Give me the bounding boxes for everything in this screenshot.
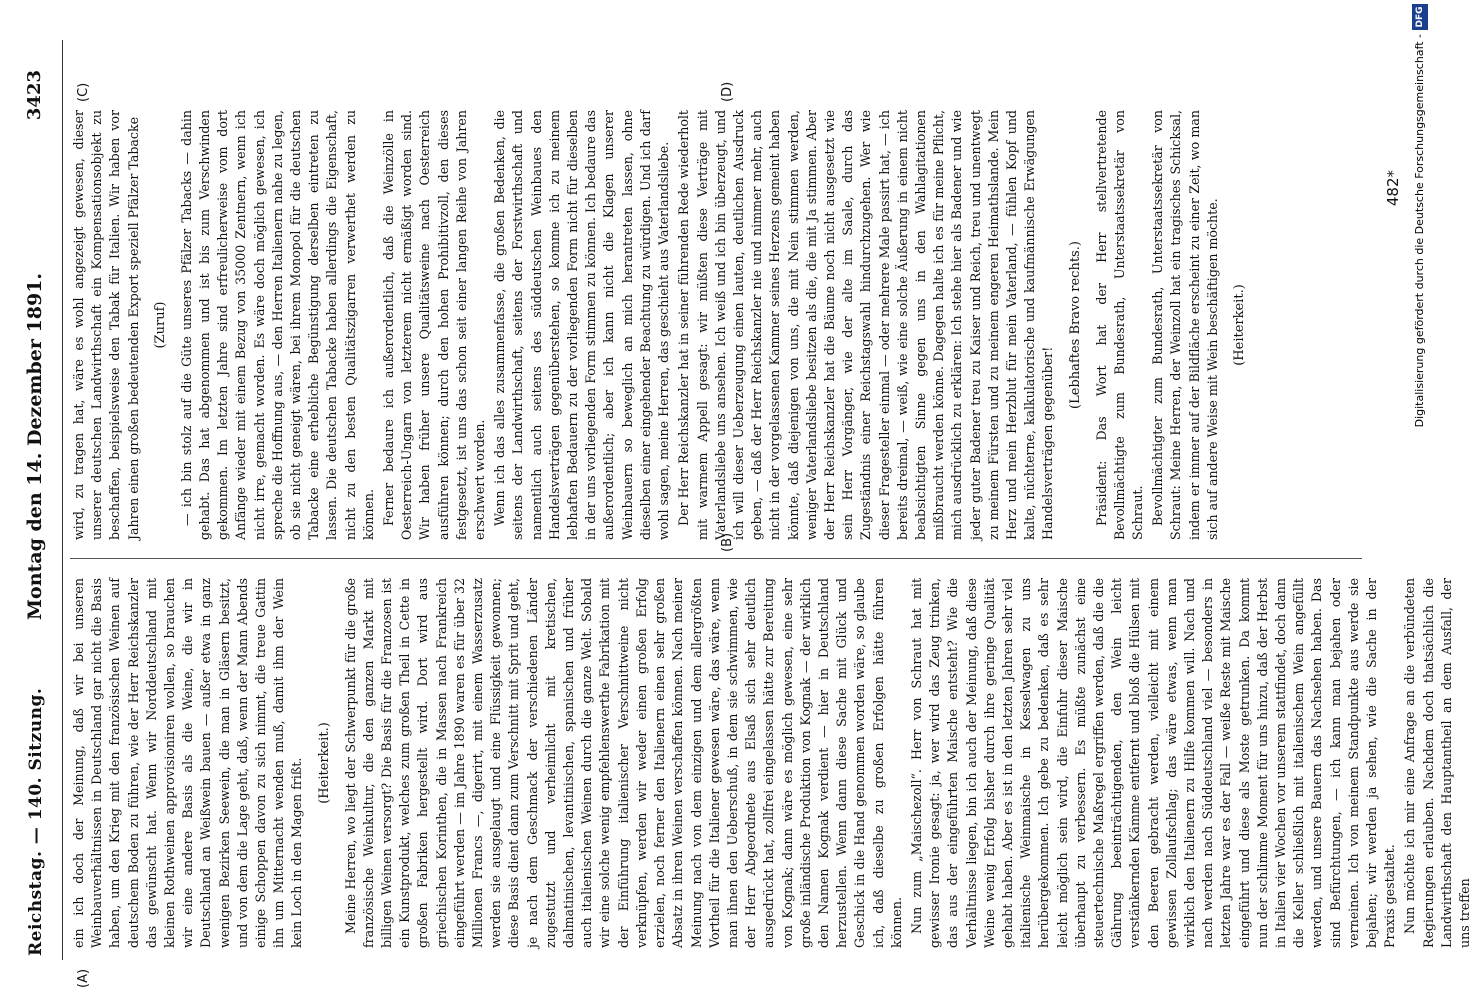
paragraph: wird, zu tragen hat, wäre es wohl angezeigt gewesen, dieser unserer deutschen Landwirthschaft ein Kompensationsobjekt zu beschaffen, beispielsweise den Tabak für Italien. Wir haben vor Jahren einen großen bedeutenden Export speziell Pfälzer Tabacke	[71, 110, 141, 540]
paragraph: Nun möchte ich mir eine Anfrage an die verbündeten Regierungen erlauben. Nachdem doch thatsächlich die Landwirthschaft den Hauptantheil an dem Ausfall, der uns treffen	[1402, 578, 1473, 948]
column-divider	[70, 558, 1362, 559]
margin-marker-c: (C)	[76, 82, 91, 102]
paragraph: ein ich doch der Meinung, daß wir bei unseren Weinbauverhältnissen in Deutschland gar nicht die Basis haben, um den Krieg mit den französischen Weinen auf deutschem Boden zu führen, wie der Herr Reichskanzler das gewünscht hat. Wenn wir Norddeutschland mit kleinen Rothweinen approvisioniren wollen, so brauchen wir eine andere Basis als die Weine, die wir in Deutschland an Weißwein bauen — außer etwa in ganz wenigen Bezirken Seewein, die man in Gläsern besitzt, und von dem die Lage geht, daß, wenn der Mann Abends einige Schoppen davon zu sich nimmt, die treue Gattin ihn um Mitternacht wenden muß, damit ihm der Wein kein Loch in den Magen frißt.	[71, 578, 305, 948]
sheet-signature: 482*	[1384, 170, 1402, 207]
interjection: (Lebhaftes Bravo rechts.)	[1067, 241, 1083, 409]
header-date: Montag den 14. Dezember 1891.	[24, 272, 46, 620]
paragraph: Der Herr Reichskanzler hat in seiner führenden Rede wiederholt mit warmem Appell gesagt: wir müßten diese Verträge mit Vaterlandsliebe uns ansehen. Ich weiß und ich bin überzeugt, und ich will dieser Ueberzeugung einen lauten, deutlichen Ausdruck geben, — daß der Herr Reichskanzler nie und nimmer mehr, auch nicht in der vorgelassenen Kammer seines Herzens gemeint haben könnte, daß diejenigen von uns, die mit Nein stimmen werden, weniger Vaterlandsliebe besitzen als die, die mit Ja stimmen. Aber der Herr Reichskanzler hat die Bäume noch nicht ausgesetzt wie sein Herr Vorgänger, wie der alte im Saale, durch das Zugeständnis einer Reichstagswahl hindurchzugehen. Wer wie dieser Fragesteller einmal — oder mehrere Male passirt hat, — ich bereits dreimal, — weiß, wie eine solche Äußerung in einem nicht beabsichtigten Sinne gegen uns in den Wahlagitationen mißbraucht werden könne. Dagegen halte ich es für meine Pflicht, mich ausdrücklich zu erklären: Ich stehe hier als Badener und wie jeder guter Badener treu zu Kaiser und Reich, treu und unentwegt zu meinem Fürsten und zu meinem engeren Heimathslande. Mein Herz und mein Herzblut für mein Vaterland, — fühlen Kopf und kalte, nüchterne, kalkulatorische und kaufmännische Erwägungen Handelsverträgen gegenüber!	[676, 110, 1056, 540]
paragraph: Wenn ich das alles zusammenfasse, die großen Bedenken, die seitens der Landwirthschaft, seitens der Forstwirthschaft und namentlich auch seitens des süddeutschen Weinbaues den Handelsverträgen gegenüberstehen, so komme ich zu meinem lebhaften Bedauern zu der vorliegenden Form nicht für dieselben in der uns vorliegenden Form stimmen zu können. Ich bedaure das außerordentlich; aber ich kann nicht die Klagen unserer Weinbauern so beweglich an mich herantreten lassen, ohne dieselben einer eingehender Beachtung zu würdigen. Und ich darf wohl sagen, meine Herren, das geschieht aus Vaterlandsliebe.	[492, 110, 672, 540]
speaker-paragraph: Präsident: Das Wort hat der Herr stellvertretende Bevollmächtigte zum Bundesrath, Unterstaatssekretär von Schraut.	[1093, 110, 1145, 540]
paragraph: Ferner bedaure ich außerordentlich, daß die Weinzölle in Oesterreich-Ungarn von letzterem nicht ermäßigt worden sind. Wir haben früher unsere Qualitätsweine nach Oesterreich ausführen können; durch den hohen Prohibitivzoll, den dieses festgesetzt, ist uns das schon seit einer langen Reihe von Jahren erschwert worden.	[381, 110, 488, 540]
margin-marker-b: (B)	[720, 532, 735, 552]
interjection: (Heiterkeit.)	[1231, 284, 1247, 366]
interjection: (Heiterkeit.)	[316, 722, 332, 804]
margin-marker-a: (A)	[76, 968, 91, 988]
credit-text: Digitalisierung gefördert durch die Deutsche Forschungsgemeinschaft -	[1413, 34, 1426, 428]
header-rule	[62, 40, 63, 960]
interjection: (Zuruf)	[152, 301, 168, 349]
digitization-credit	[1408, 0, 1428, 1000]
header-page-number: 3423	[24, 70, 45, 121]
left-column	[70, 578, 1473, 948]
paragraph: Nun zum „Maischezoll“. Herr von Schraut hat mit gewisser Ironie gesagt: ja, wer wird das Zeug trinken, das aus der eingeführten Maische entsteht? Wie die Verhältnisse liegen, bin ich auch der Meinung, daß diese Weine wenig Erfolg bisher durch ihre geringe Qualität gehabt haben. Aber es ist in den letzten Jahren sehr viel italienische Weinmaische in Kesselwagen zu uns herübergekommen. Ich gebe zu bedenken, daß es sehr leicht möglich sein wird, die Einfuhr dieser Maische überhaupt zu verbessern. Es müßte zunächst eine steuertechnische Maßregel ergriffen werden, daß die die Gährung beeinträchtigenden, den Wein leicht verstänkernden Kämme entfernt und bloß die Hülsen mit den Beeren gebracht werden, vielleicht mit einem gewissen Zollaufschlag; das wäre etwas, wenn man wirklich den Italienern zu Hilfe kommen will. Nach und nach werden nach Süddeutschland viel — besonders in letzten Jahre war es der Fall — weiße Reste mit Maische eingeführt und diese als Moste getrunken. Da kommt nun der schlimme Moment für uns hinzu, daß der Herbst in Italien vier Wochen vor unserem stattfindet, doch dann die Keller schließlich mit italienischem Wein angefüllt werden, und unsere Bauern das Nachsehen haben. Das sind Befürchtungen, — ich kann man bejahen oder verneinen. Ich von meinem Standpunkte aus werde sie bejahen; wir werden ja sehen, wie die Sache in der Praxis gestaltet.	[908, 578, 1398, 948]
right-column	[70, 110, 1392, 540]
header-session: Reichstag. — 140. Sitzung.	[26, 687, 46, 956]
paragraph: Meine Herren, wo liegt der Schwerpunkt für die große französische Weinkultur, die den ganzen Markt mit billigen Weinen versorgt? Die Basis für die Franzosen ist ein Kunstprodukt, welches zum großen Theil in Cette in großen Fabriken hergestellt wird. Dort wird aus griechischen Korinthen, die in Massen nach Frankreich eingeführt werden — im Jahre 1890 waren es für über 32 Millionen Francs —, digerirt, mit einem Wasserzusatz werden sie ausgelaugt und eine Flüssigkeit gewonnen; diese Basis dient dann zum Verschnitt mit Sprit und geht, je nach dem Geschmack der verschiedenen Länder zugestutzt und verheimlicht mit kretischen, dalmatinischen, levantinischen, spanischen und früher auch italienischen Weinen durch die ganze Welt. Sobald wir eine solche wenig empfehlenswerthe Fabrikation mit der Einführung italienischer Verschnittweine nicht verknüpfen, werden wir weder einen großen Erfolg erzielen, noch ferner den Italienern einen sehr großen Absatz in ihren Weinen verschaffen können. Nach meiner Meinung nach von dem einzigen und dem allergrößten Vortheil für die Italiener gewesen wäre, das wäre, wenn man ihnen den Ueberschuß, in dem sie schwimmen, wie der Herr Abgeordnete aus Elsaß sich sehr deutlich ausgedrückt hat, zollfrei eingelassen hätte zur Bereitung von Kognak; dann wäre es möglich gewesen, eine sehr große inländische Produktion von Kognak — der wirklich den Namen Kognak verdient — hier in Deutschland herzustellen. Wenn dann diese Sache mit Glück und Geschick in die Hand genommen worden wäre, so glaube ich, daß dieselbe zu großen Erfolgen hätte führen können.	[342, 578, 904, 948]
speaker-paragraph: Bevollmächtigter zum Bundesrath, Unterstaatssekretär von Schraut: Meine Herren, der Weinzoll hat ein tragisches Schicksal, indem er immer auf der Bildfläche erscheint zu einer Zeit, wo man sich auf andere Weise mit Wein beschäftigen möchte.	[1150, 110, 1220, 540]
page-header	[20, 40, 60, 960]
margin-marker-d: (D)	[720, 81, 735, 102]
paragraph: — ich bin stolz auf die Güte unseres Pfälzer Tabacks — dahin gehabt. Das hat abgenommen und ist bis zum Verschwinden gekommen. Im letzten Jahre sind erfreulicherweise vom dort Anfänge wieder mit einem Bezug von 35000 Zentnern, wenn ich nicht irre, gemacht worden. Es wäre doch möglich gewesen, ich spreche die Hoffnung aus, — den Herren Italienern nahe zu legen, ob sie nicht geneigt wären, bei ihrem Monopol für die deutschen Tabacke eine erhebliche Begünstigung derselben eintreten zu lassen. Die deutschen Tabacke haben allerdings die Eigenschaft, nicht zu den besten Qualitätszigarren verwerthet werden zu können.	[178, 110, 376, 540]
dfg-logo: DFG	[1412, 4, 1428, 30]
